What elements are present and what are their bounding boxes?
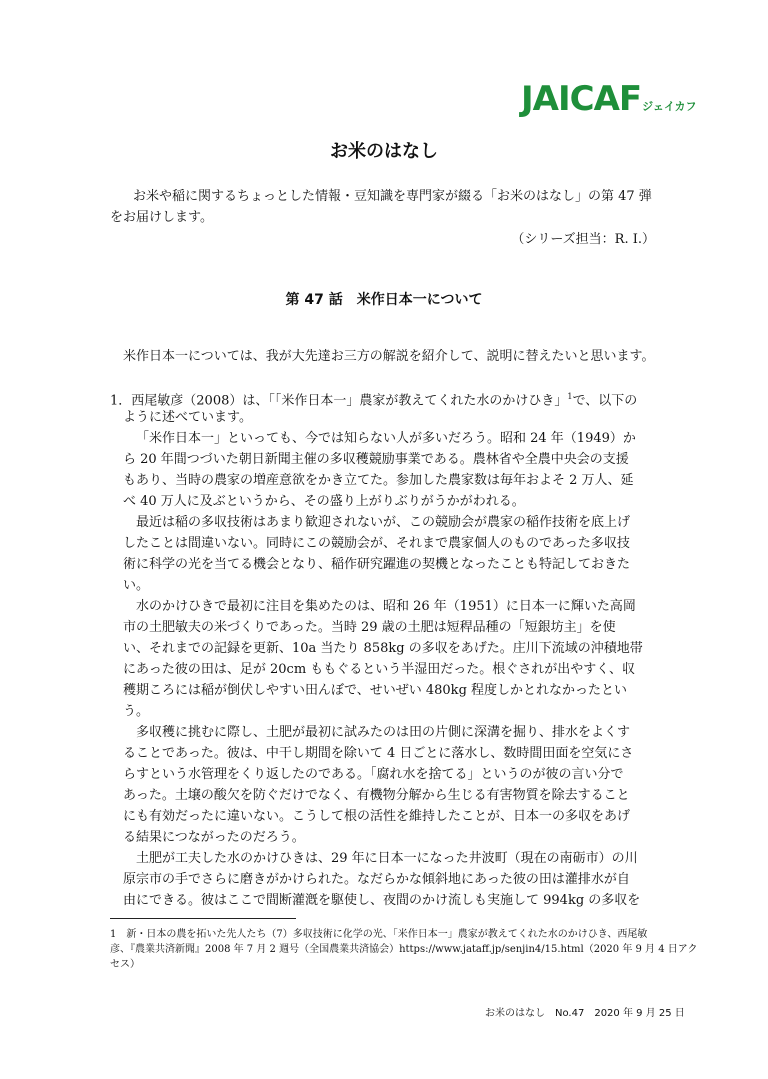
logo-main: JAICAF (521, 79, 642, 119)
quote-line: 穫期ころには稲が倒伏しやすい田んぼで、せいぜい 480kg 程度しかとれなかったとい (123, 683, 628, 698)
footnote-line-1: 1 新・日本の農を拓いた先人たち（7）多収技術に化学の光、「米作日本一」農家が教えてくれた水のかけひき、西尾敏 (110, 929, 648, 940)
page-title: お米のはなし (330, 141, 438, 162)
logo-kana: ジェイカフ (642, 100, 697, 113)
quote-line: い、それまでの記録を更新、10a 当たり 858kg の多収をあげた。庄川下流域の沖積地帯 (123, 641, 643, 656)
quote-line: あった。土壌の酸欠を防ぐだけでなく、有機物分解から生じる有害物質を除去すること (123, 788, 630, 803)
item1-line-1: 1．西尾敏彦（2008）は、「「米作日本一」農家が教えてくれた水のかけひき」$^1$で、以下の (110, 392, 638, 409)
quote-line: 市の土肥敏夫の米づくりであった。当時 29 歳の土肥は短稈品種の「短銀坊主」を使 (123, 620, 616, 635)
series-author: （シリーズ担当：R. I.） (511, 232, 655, 247)
quote-line: 「米作日本一」といっても、今では知らない人が多いだろう。昭和 24 年（1949）か (136, 431, 636, 446)
quote-line: にあった彼の田は、足が 20cm ももぐるという半湿田だった。根ぐされが出やすく、収 (123, 662, 636, 677)
quote-line: もあり、当時の農家の増産意欲をかき立てた。参加した農家数は毎年およそ 2 万人、延 (123, 473, 634, 488)
quote-line: らすという水管理をくり返したのである。「腐れ水を捨てる」というのが彼の言い分で (123, 767, 624, 782)
quote-line: 多収穫に挑むに際し、土肥が最初に試みたのは田の片側に深溝を掘り、排水をよくす (136, 725, 631, 740)
quote-line: う。 (123, 704, 150, 719)
lead-paragraph: 米作日本一については、我が大先達お三方の解説を紹介して、説明に替えたいと思います。 (123, 349, 655, 364)
quote-line: したことは間違いない。同時にこの競励会が、それまで農家個人のものであった多収技 (123, 536, 630, 551)
page-footer: お米のはなし No.47 2020 年 9 月 25 日 (485, 1008, 685, 1019)
quote-line: 由にできる。彼はここで間断灌漑を駆使し、夜間のかけ流しも実施して 994kg の多収を (123, 893, 641, 908)
quote-line: にも有効だったに違いない。こうして根の活性を維持したことが、日本一の多収をあげ (123, 809, 631, 824)
quote-line: い。 (123, 578, 150, 593)
intro-line-1: お米や稲に関するちょっとした情報・豆知識を専門家が綴る「お米のはなし」の第 47 弾 (133, 189, 652, 204)
quote-line: 土肥が工夫した水のかけひきは、29 年に日本一になった井波町（現在の南砺市）の川 (136, 851, 638, 866)
episode-heading: 第 47 話 米作日本一について (285, 292, 483, 308)
item1-line-2: ように述べています。 (123, 410, 252, 425)
quote-line: ることであった。彼は、中干し期間を除いて 4 日ごとに落水し、数時間田面を空気にさ (123, 746, 634, 761)
quote-line: ら 20 年間つづいた朝日新聞主催の多収穫競励事業である。農林省や全農中央会の支援 (123, 452, 629, 467)
footnote-ref: 1 (567, 392, 573, 401)
quote-line: 術に科学の光を当てる機会となり、稲作研究躍進の契機となったことも特記しておきた (123, 557, 631, 572)
footnote-line-3: セス） (110, 959, 140, 970)
quote-line: べ 40 万人に及ぶというから、その盛り上がりぶりがうかがわれる。 (123, 494, 525, 509)
quote-line: 水のかけひきで最初に注目を集めたのは、昭和 26 年（1951）に日本一に輝いた高岡 (136, 599, 636, 614)
intro-line-2: をお届けします。 (110, 210, 213, 225)
quote-line: 最近は稲の多収技術はあまり歓迎されないが、この競励会が農家の稲作技術を底上げ (136, 515, 631, 530)
footnote-divider (110, 918, 296, 919)
jaicaf-logo (521, 79, 697, 119)
footnote-line-2: 彦、『農業共済新聞』2008 年 7 月 2 週号（全国農業共済協会）https://www.jataff.jp/senjin4/15.html（2020 年 9 月 4 日アク (110, 944, 698, 955)
quote-line: る結果につながったのだろう。 (123, 830, 305, 845)
quote-line: 原宗市の手でさらに磨きがかけられた。なだらかな傾斜地にあった彼の田は灌排水が自 (123, 872, 630, 887)
